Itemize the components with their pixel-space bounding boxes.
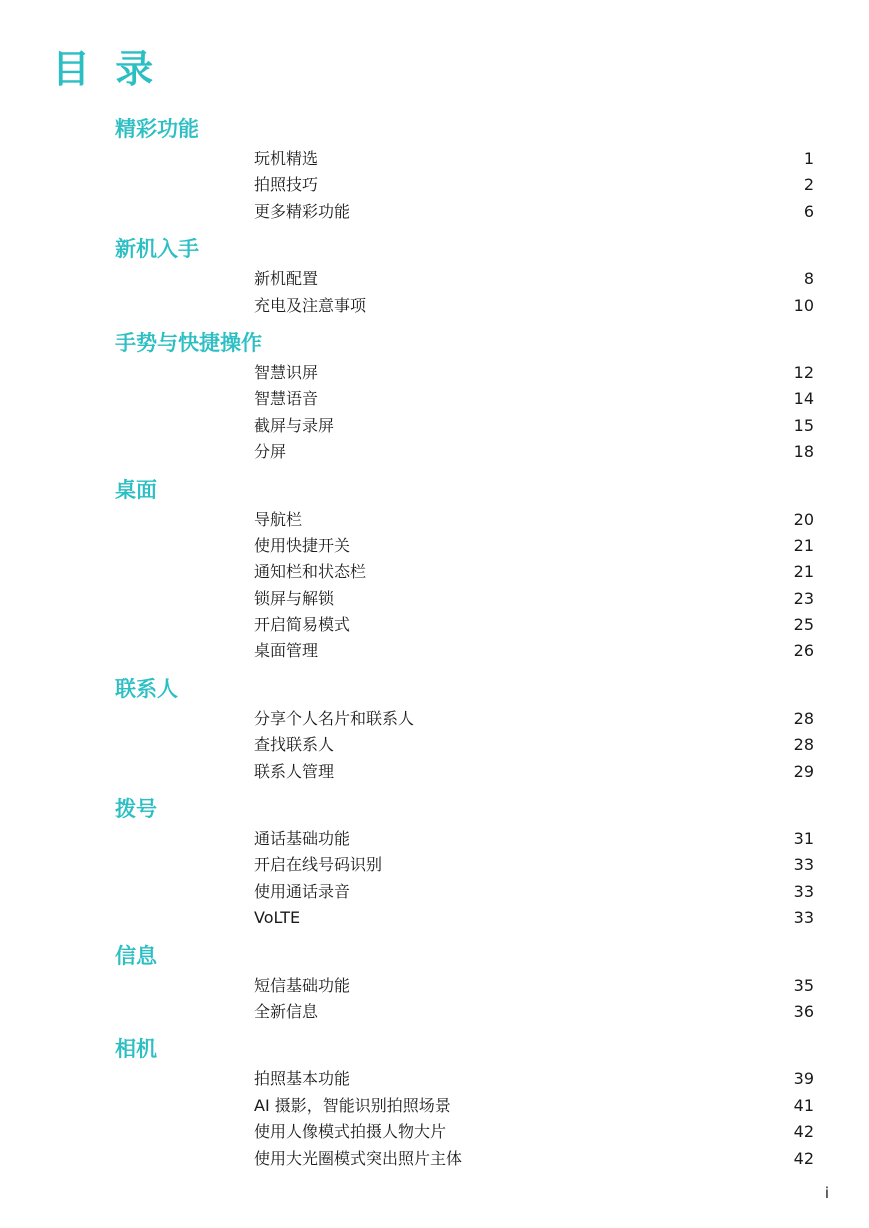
toc-entry[interactable] <box>0 973 869 999</box>
toc-entry[interactable] <box>0 172 869 198</box>
entry-label: 桌面管理 <box>254 641 319 661</box>
page-title: 目 录 <box>52 47 160 91</box>
toc-entry[interactable] <box>0 638 869 664</box>
toc-entry[interactable] <box>0 1146 869 1172</box>
entry-label: VoLTE <box>254 908 301 928</box>
section-title[interactable]: 手势与快捷操作 <box>115 330 262 355</box>
entry-page-number: 35 <box>793 975 814 995</box>
toc-section <box>0 473 869 665</box>
toc-entry[interactable] <box>0 146 869 172</box>
toc-entry[interactable] <box>0 879 869 905</box>
entry-label: 分屏 <box>254 442 287 462</box>
entry-page-number: 31 <box>793 829 814 849</box>
toc-entry[interactable] <box>0 360 869 386</box>
entry-label: 使用通话录音 <box>254 881 351 901</box>
entry-page-number: 23 <box>793 588 814 608</box>
section-title[interactable]: 新机入手 <box>115 237 199 262</box>
entry-page-number: 10 <box>793 295 814 315</box>
entry-label: 短信基础功能 <box>254 975 351 995</box>
entry-page-number: 33 <box>793 855 814 875</box>
toc-entry[interactable] <box>0 293 869 319</box>
toc-entry[interactable] <box>0 905 869 931</box>
entry-page-number: 15 <box>793 415 814 435</box>
entry-label: 玩机精选 <box>254 149 319 168</box>
entry-label: 新机配置 <box>254 269 319 289</box>
toc-entry[interactable] <box>0 706 869 732</box>
entry-page-number: 42 <box>793 1148 814 1168</box>
entry-label: 全新信息 <box>254 1001 319 1021</box>
toc-section <box>0 1032 869 1172</box>
section-title[interactable]: 精彩功能 <box>115 117 199 141</box>
section-title[interactable]: 拨号 <box>115 797 157 822</box>
toc-entry[interactable] <box>0 386 869 412</box>
entry-label: 拍照基本功能 <box>254 1069 351 1089</box>
entry-page-number: 26 <box>793 641 814 661</box>
entry-label: 查找联系人 <box>254 735 335 755</box>
entry-page-number: 29 <box>793 761 814 781</box>
entry-label: AI 摄影，智能识别拍照场景 <box>254 1095 451 1115</box>
entry-page-number: 14 <box>793 389 814 409</box>
entry-page-number: 33 <box>793 908 814 928</box>
entry-page-number: 18 <box>793 442 814 462</box>
entry-label: 锁屏与解锁 <box>254 588 335 608</box>
toc-entry[interactable] <box>0 507 869 533</box>
toc-entry[interactable] <box>0 413 869 439</box>
toc-entry[interactable] <box>0 266 869 292</box>
table-of-contents <box>0 112 869 1172</box>
toc-entry[interactable] <box>0 759 869 785</box>
entry-label: 充电及注意事项 <box>254 295 367 315</box>
entry-page-number: 28 <box>793 735 814 755</box>
entry-page-number: 21 <box>793 562 814 582</box>
entry-label: 使用大光圈模式突出照片主体 <box>254 1148 463 1168</box>
entry-label: 开启简易模式 <box>254 615 351 635</box>
entry-page-number: 42 <box>793 1122 814 1142</box>
toc-section <box>0 792 869 932</box>
entry-page-number: 36 <box>793 1001 814 1021</box>
toc-section <box>0 672 869 785</box>
toc-entry[interactable] <box>0 586 869 612</box>
entry-label: 截屏与录屏 <box>254 415 335 435</box>
toc-section <box>0 112 869 225</box>
entry-label: 通话基础功能 <box>254 829 351 849</box>
toc-section <box>0 939 869 1026</box>
toc-entry[interactable] <box>0 732 869 758</box>
entry-page-number: 28 <box>793 708 814 728</box>
toc-entry[interactable] <box>0 533 869 559</box>
entry-page-number: 1 <box>803 149 814 168</box>
entry-label: 使用快捷开关 <box>254 535 351 555</box>
entry-label: 更多精彩功能 <box>254 201 351 221</box>
entry-label: 智慧识屏 <box>254 362 319 382</box>
entry-label: 导航栏 <box>254 509 303 529</box>
toc-entry[interactable] <box>0 1119 869 1145</box>
entry-page-number: 12 <box>793 362 814 382</box>
toc-entry[interactable] <box>0 439 869 465</box>
toc-entry[interactable] <box>0 559 869 585</box>
section-title[interactable]: 相机 <box>115 1037 157 1062</box>
entry-page-number: 2 <box>803 175 814 195</box>
entry-page-number: 8 <box>803 269 814 289</box>
toc-section <box>0 326 869 466</box>
toc-entry[interactable] <box>0 999 869 1025</box>
entry-label: 联系人管理 <box>254 761 335 781</box>
entry-page-number: 20 <box>793 509 814 529</box>
entry-page-number: 39 <box>793 1069 814 1089</box>
entry-label: 分享个人名片和联系人 <box>254 708 415 728</box>
entry-page-number: 41 <box>793 1095 814 1115</box>
toc-entry[interactable] <box>0 826 869 852</box>
entry-label: 使用人像模式拍摄人物大片 <box>254 1122 447 1142</box>
entry-label: 智慧语音 <box>254 389 319 409</box>
toc-entry[interactable] <box>0 612 869 638</box>
entry-label: 开启在线号码识别 <box>254 855 383 875</box>
section-title[interactable]: 桌面 <box>115 477 157 502</box>
footer-page-number: i <box>824 1184 829 1202</box>
entry-page-number: 21 <box>793 535 814 555</box>
entry-page-number: 6 <box>803 201 814 221</box>
toc-entry[interactable] <box>0 1093 869 1119</box>
toc-entry[interactable] <box>0 199 869 225</box>
entry-label: 拍照技巧 <box>254 175 319 195</box>
section-title[interactable]: 信息 <box>115 943 157 968</box>
toc-section <box>0 232 869 319</box>
entry-page-number: 25 <box>793 615 814 635</box>
entry-label: 通知栏和状态栏 <box>254 562 367 582</box>
toc-entry[interactable] <box>0 1066 869 1092</box>
section-title[interactable]: 联系人 <box>115 676 178 701</box>
toc-entry[interactable] <box>0 852 869 878</box>
entry-page-number: 33 <box>793 881 814 901</box>
